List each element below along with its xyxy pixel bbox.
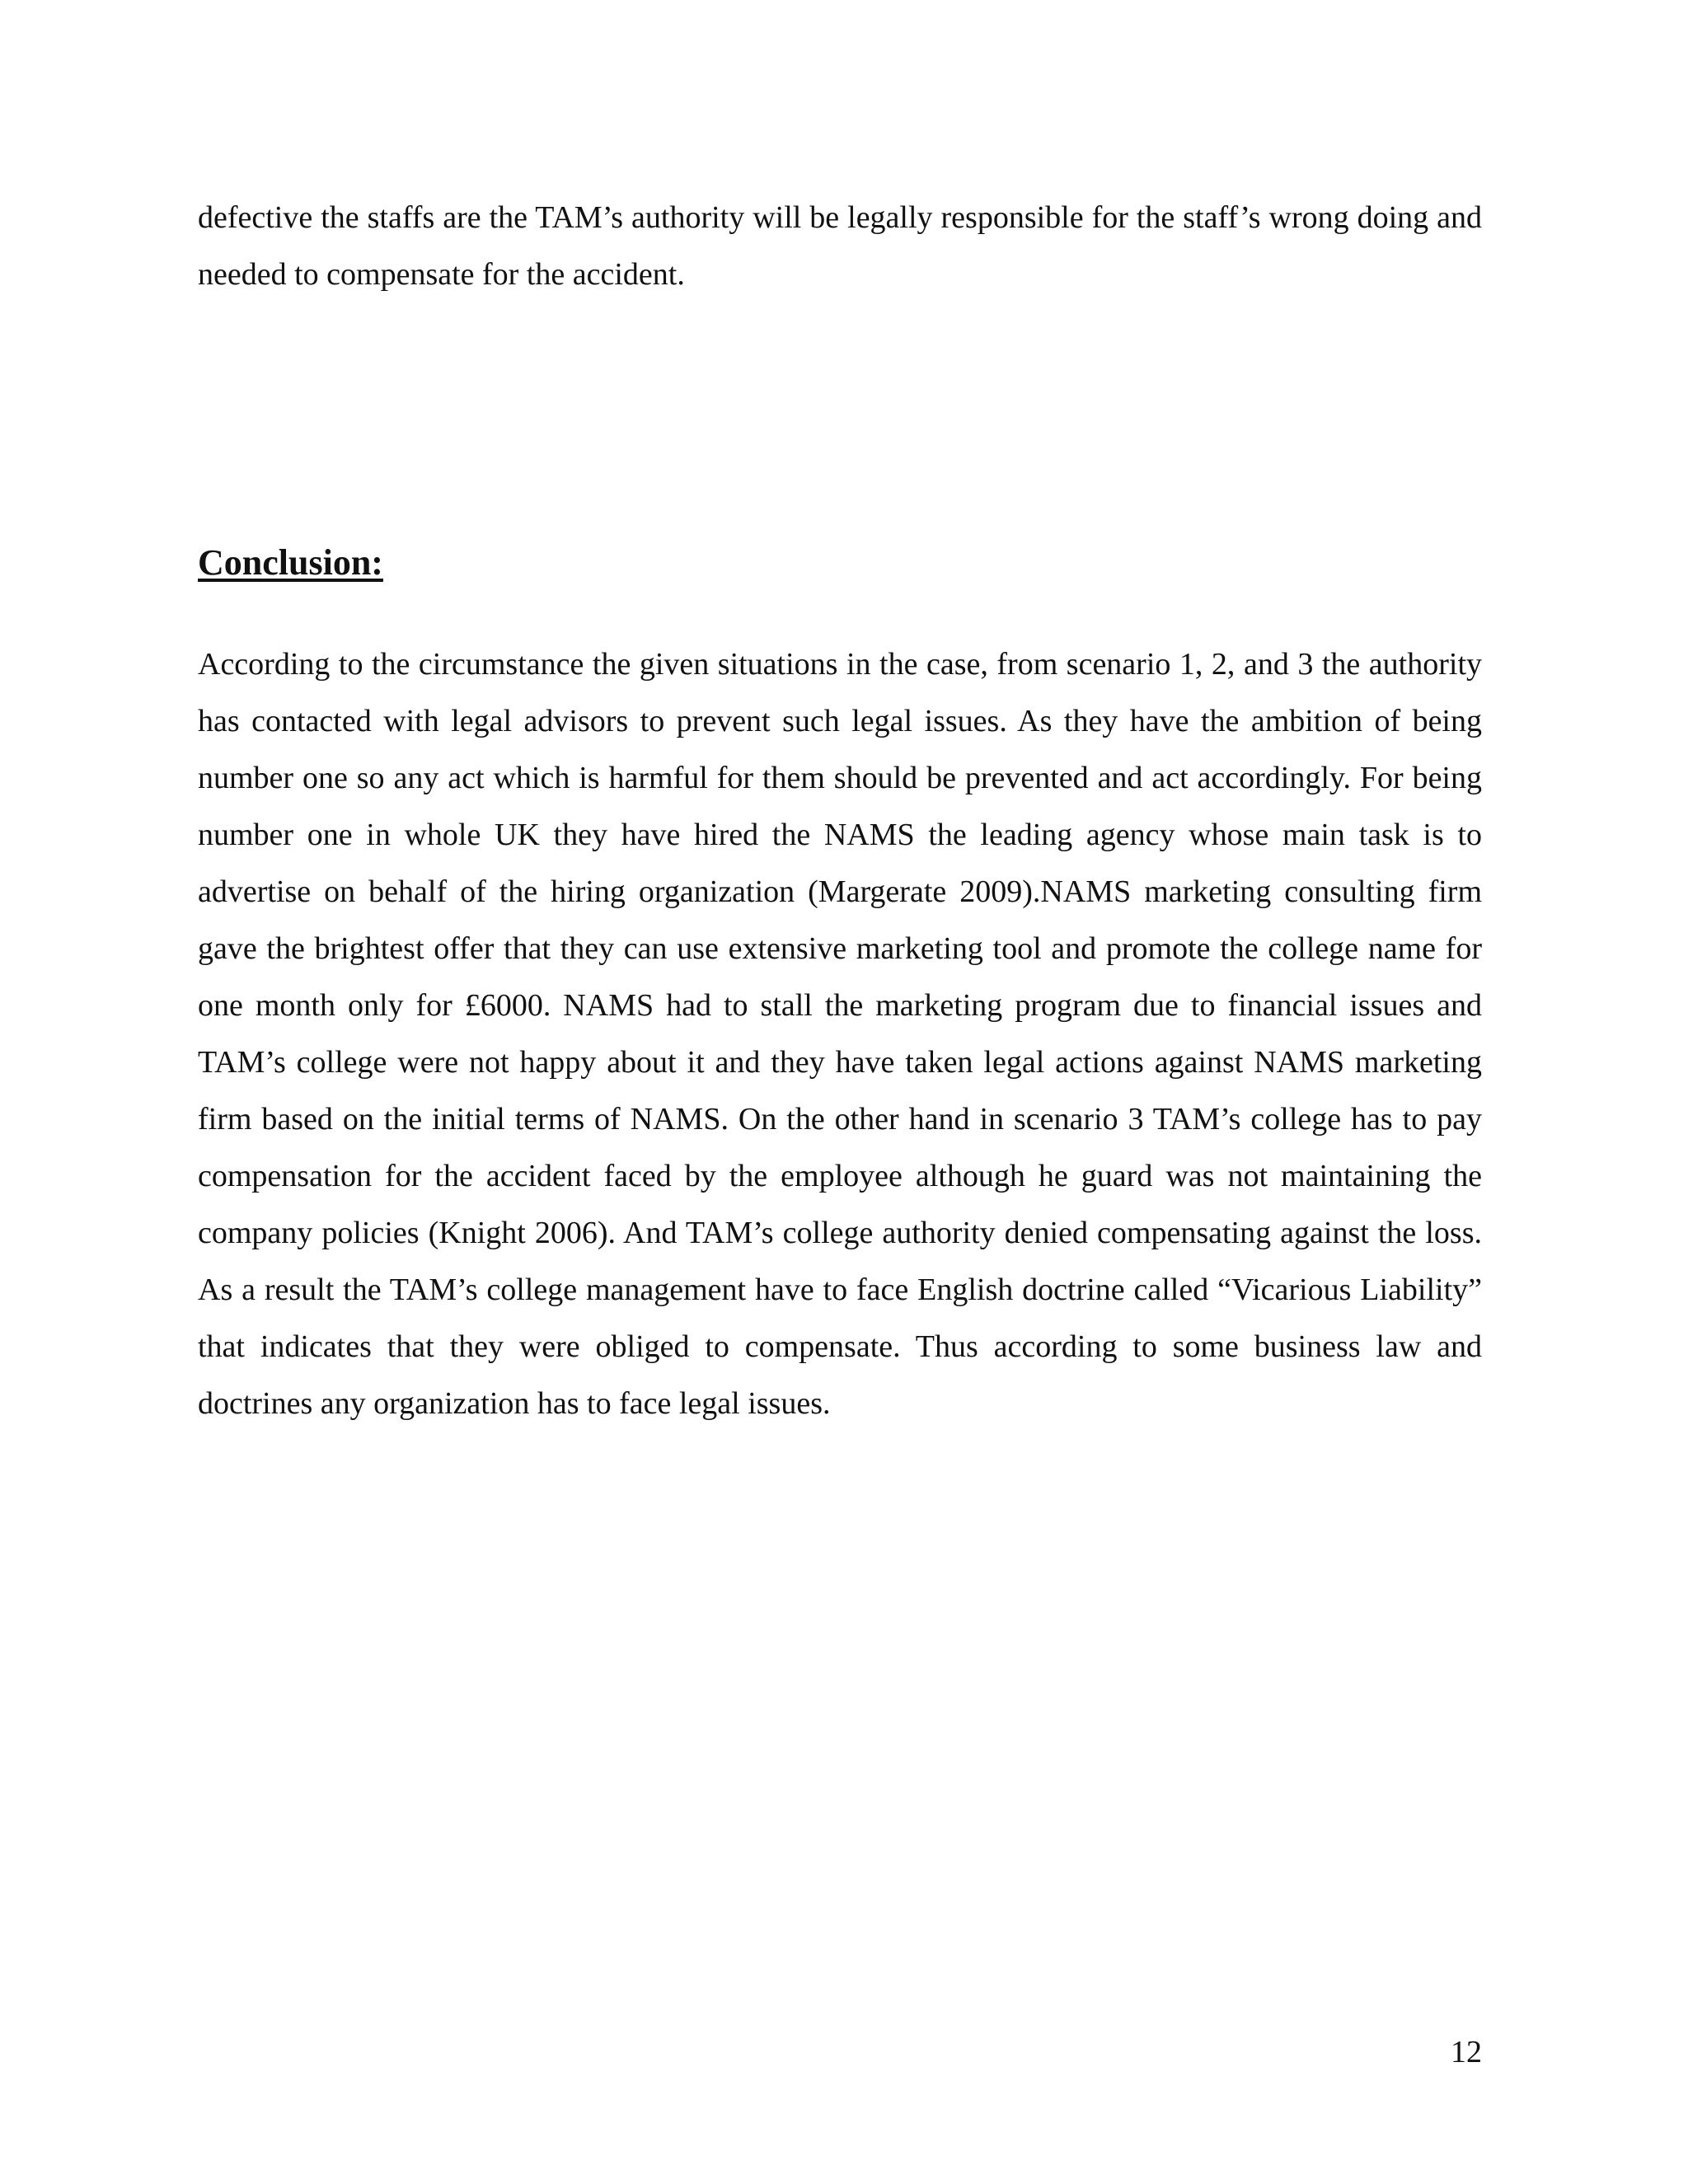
conclusion-paragraph: According to the circumstance the given situations in the case, from scenario 1, 2, and 3 the authority has contacted with legal advisors to prevent such legal issues. As they have the ambition of being number one so any act which is harmful for them should be prevented and act accordingly. For being number one in whole UK they have hired the NAMS the leading agency whose main task is to advertise on behalf of the hiring organization (Margerate 2009).NAMS marketing consulting firm gave the brightest offer that they can use extensive marketing tool and promote the college name for one month only for £6000. NAMS had to stall the marketing program due to financial issues and TAM’s college were not happy about it and they have taken legal actions against NAMS marketing firm based on the initial terms of NAMS. On the other hand in scenario 3 TAM’s college has to pay compensation for the accident faced by the employee although he guard was not maintaining the company policies (Knight 2006). And TAM’s college authority denied compensating against the loss. As a result the TAM’s college management have to face English doctrine called “Vicarious Liability” that indicates that they were obliged to compensate. Thus according to some business law and doctrines any organization has to face legal issues. — [198, 647, 1482, 1421]
continuation-paragraph: defective the staffs are the TAM’s authority will be legally responsible for the staff’s wrong doing and needed to compensate for the accident. — [198, 200, 1482, 292]
section-heading-conclusion: Conclusion: — [198, 542, 383, 583]
page-number: 12 — [1451, 2035, 1482, 2069]
